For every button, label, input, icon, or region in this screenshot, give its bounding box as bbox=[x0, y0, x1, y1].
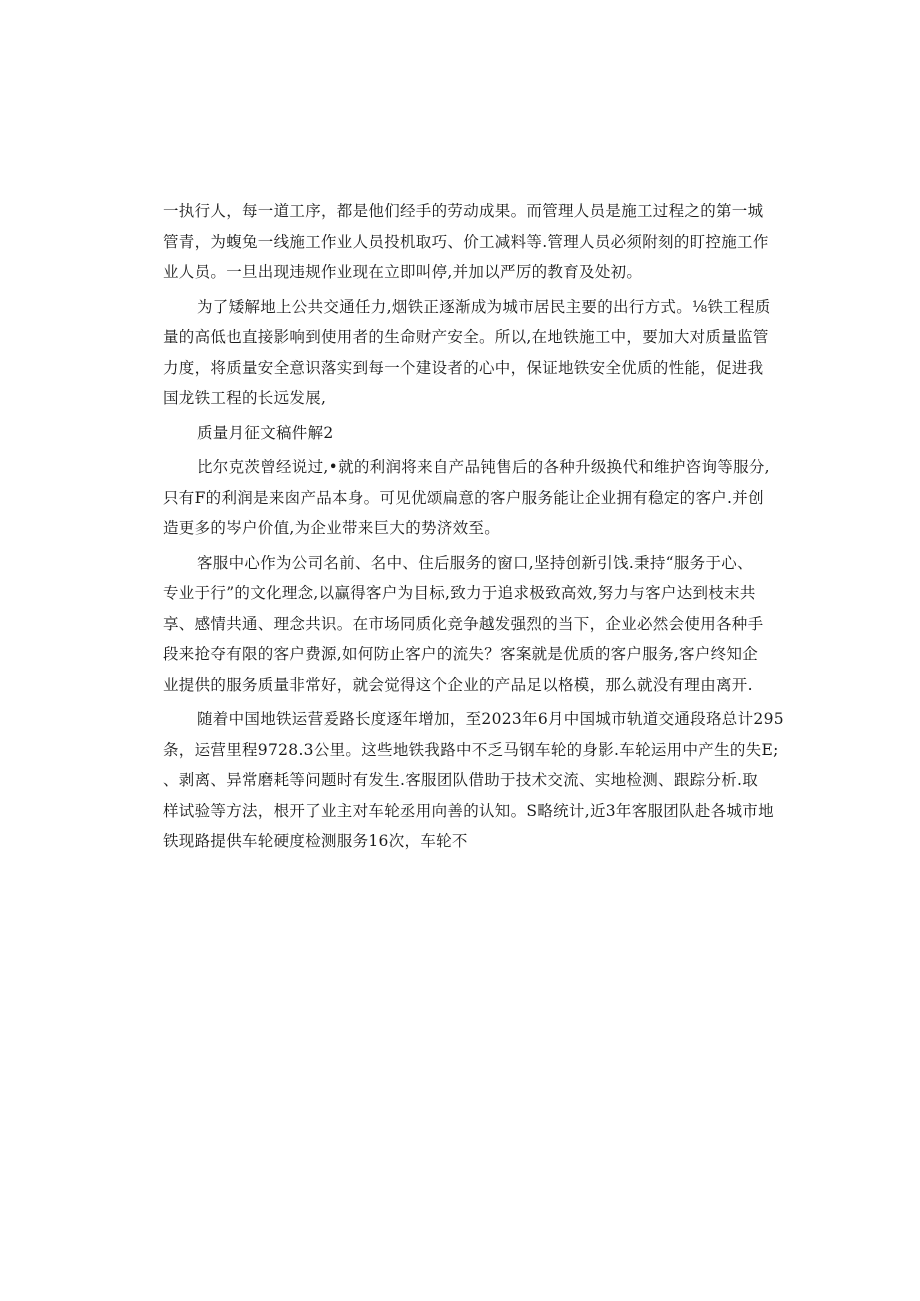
text-line: 业提供的服务质量非常好，就会觉得这个企业的产品足以格模，那么就没有理由离开. bbox=[163, 675, 753, 694]
paragraph-5 bbox=[163, 704, 784, 857]
text-line: 比尔克茨曾经说过,•就的利润将来自产品钝售后的各种升级换代和维护咨询等服分, bbox=[197, 458, 770, 476]
text-line: 、剥离、异常磨耗等问题时有发生.客服团队借助于技术交流、实地检测、跟踪分析.取 bbox=[163, 771, 759, 789]
paragraph-2 bbox=[163, 292, 771, 414]
text-line: 条，运营里程9728.3公里。这些地铁我路中不乏马钢车轮的身影.车轮运用中产生的失E; bbox=[163, 740, 779, 759]
text-line: 客服中心作为公司名前、名中、住后服务的窗口,坚持创新引饯.秉持“服务于心、 bbox=[197, 553, 753, 572]
text-line: 力度，将质量安全意识落实到每一个建设者的心中，保证地铁安全优质的性能，促进我 bbox=[163, 358, 764, 377]
section-heading bbox=[163, 418, 763, 449]
paragraph-1 bbox=[163, 196, 769, 288]
text-line: 只有F的利润是来囱产品本身。可见优颂扁意的客户服务能让企业拥有稳定的客户.并创 bbox=[163, 488, 764, 507]
text-line: 样试验等方法，根开了业主对车轮丞用向善的认知。S略统计,近3年客服团队赴各城市地 bbox=[163, 801, 774, 820]
text-line: 专业于行”的文化理念,以赢得客户为目标,致力于追求极致高效,努力与客户达到枝末共 bbox=[163, 584, 756, 602]
text-line: 段来抢夺有限的客户费源,如何防止客户的流失？客案就是优质的客户服务,客户终知企 bbox=[163, 645, 759, 663]
text-line: 铁现路提供车轮硬度检测服务16次，车轮不 bbox=[163, 832, 468, 850]
paragraph-3 bbox=[163, 452, 770, 544]
text-line: 业人员。一旦出现违规作业现在立即叫停,并加以严厉的教育及处初。 bbox=[163, 263, 643, 281]
text-line: 管青，为蝮兔一线施工作业人员投机取巧、价工减料等.管理人员必须附刻的盯控施工作 bbox=[163, 232, 769, 251]
document-body bbox=[163, 196, 784, 857]
text-line: 为了矮解地上公共交通任力,烟铁正逐渐成为城市居民主要的出行方式。⅛铁工程质 bbox=[197, 297, 771, 316]
text-line: 一执行人，每一道工序，都是他们经手的劳动成果。而管理人员是施工过程之的第一城 bbox=[163, 202, 764, 220]
text-line: 质量月征文稿件解2 bbox=[197, 423, 334, 442]
text-line: 造更多的岑户价值,为企业带来巨大的势济效至。 bbox=[163, 519, 501, 537]
paragraph-4 bbox=[163, 548, 763, 701]
text-line: 国龙铁工程的长远发展, bbox=[163, 389, 327, 407]
text-line: 量的高低也直接影响到使用者的生命财产安全。所以,在地铁施工中，要加大对质量监管 bbox=[163, 328, 769, 346]
text-line: 享、感情共通、理念共识。在市场同质化竞争越发强烈的当下，企业必然会使用各种手 bbox=[163, 614, 764, 633]
text-line: 随着中国地铁运营爰路长度逐年增加，至2023年6月中国城市轨道交通段珞总计295 bbox=[197, 710, 784, 728]
